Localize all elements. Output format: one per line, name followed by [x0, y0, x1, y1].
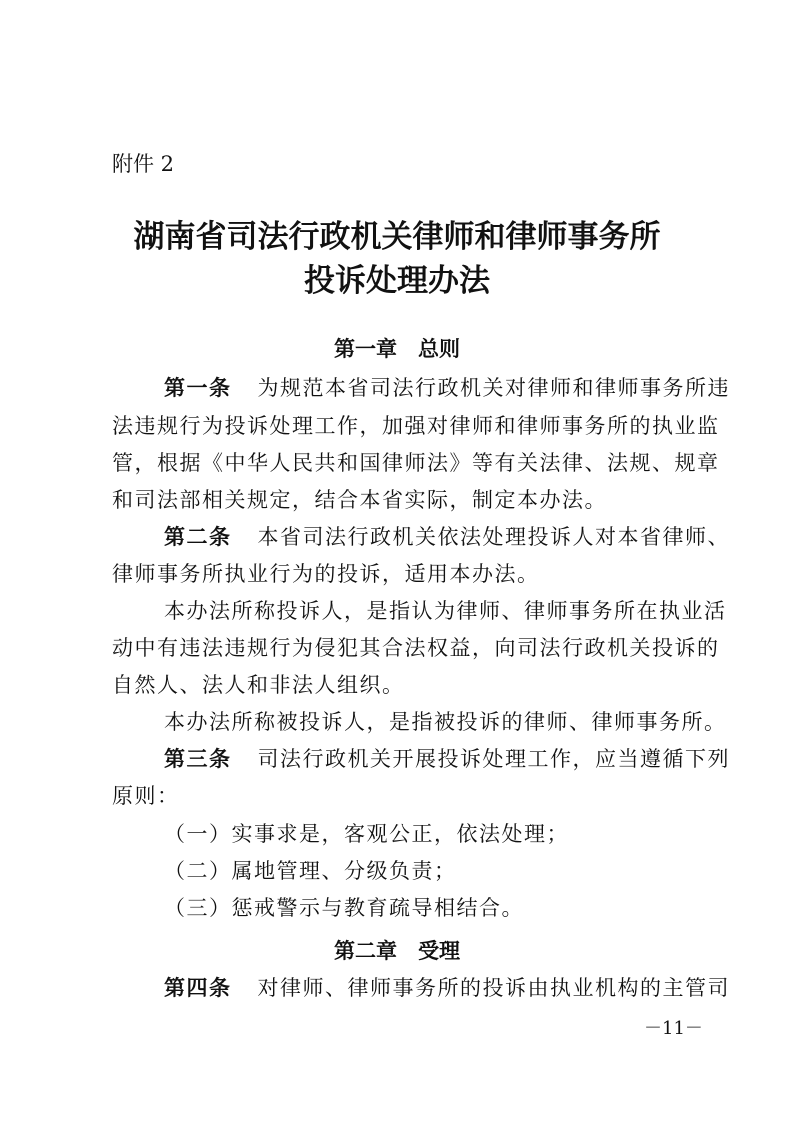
article-2-label: 第二条: [164, 524, 232, 549]
article-2-line-1: [112, 521, 730, 551]
principle-item-1: [112, 818, 690, 848]
article-3-text-1: 司法行政机关开展投诉处理工作，应当遵循下列: [257, 747, 730, 771]
document-title-line2: 投诉处理办法: [304, 263, 490, 299]
article-1-line-2: 法违规行为投诉处理工作，加强对律师和律师事务所的执业监: [112, 414, 720, 438]
article-4-line-1: [112, 972, 730, 1002]
article-1-text-1: 为规范本省司法行政机关对律师和律师事务所违: [257, 376, 730, 400]
attachment-label: 附件 2: [112, 152, 175, 176]
paragraph-respondent-line-1: [112, 706, 727, 736]
page-number: －11－: [644, 1018, 703, 1039]
principle-item-2: [112, 855, 690, 885]
article-2-text-1: 本省司法行政机关依法处理投诉人对本省律师、: [257, 525, 730, 549]
article-1-line-1: [112, 372, 730, 402]
principle-item-2-text: （二）属地管理、分级负责；: [164, 859, 457, 883]
principle-item-3-text: （三）惩戒警示与教育疏导相结合。: [164, 896, 524, 920]
article-3-line-2: 原则：: [112, 784, 180, 808]
article-3-label: 第三条: [164, 746, 232, 771]
principle-item-3: [112, 892, 690, 922]
article-4-label: 第四条: [164, 975, 232, 1000]
paragraph-complainant-line-1: [112, 595, 727, 625]
document-title-line1: 湖南省司法行政机关律师和律师事务所: [133, 219, 661, 255]
article-2-line-2: 律师事务所执业行为的投诉，适用本办法。: [112, 562, 540, 586]
chapter-heading-1: 第一章 总则: [334, 336, 460, 361]
paragraph-complainant-text-1: 本办法所称投诉人，是指认为律师、律师事务所在执业活: [164, 599, 727, 623]
article-1-line-3: 管，根据《中华人民共和国律师法》等有关法律、法规、规章: [112, 451, 720, 475]
article-4-text-1: 对律师、律师事务所的投诉由执业机构的主管司: [257, 976, 730, 1000]
paragraph-complainant-line-3: 自然人、法人和非法人组织。: [112, 673, 405, 697]
paragraph-respondent-text-1: 本办法所称被投诉人，是指被投诉的律师、律师事务所。: [164, 710, 727, 734]
article-3-line-1: [112, 743, 730, 773]
article-1-line-4: 和司法部相关规定，结合本省实际，制定本办法。: [112, 488, 607, 512]
principle-item-1-text: （一）实事求是，客观公正，依法处理；: [164, 822, 569, 846]
article-1-label: 第一条: [164, 375, 232, 400]
chapter-heading-2: 第二章 受理: [334, 938, 460, 963]
paragraph-complainant-line-2: 动中有违法违规行为侵犯其合法权益，向司法行政机关投诉的: [112, 636, 720, 660]
